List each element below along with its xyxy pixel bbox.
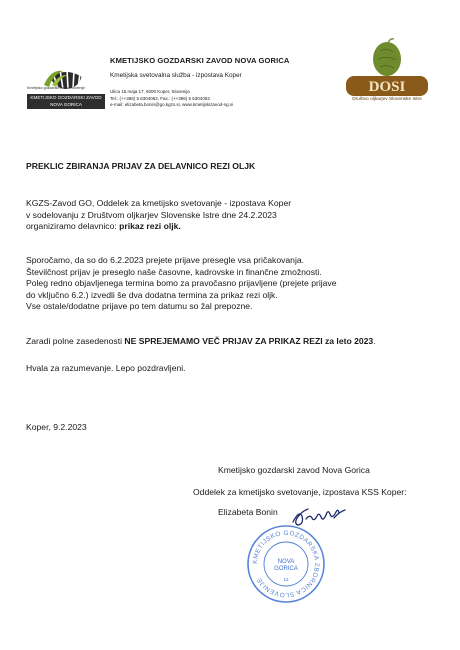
dosi-logo-text: DOSI xyxy=(368,79,406,95)
announcement-line: Sporočamo, da so do 6.2.2023 prejete prijave presegle vsa pričakovanja. xyxy=(26,255,305,265)
announcement-line: Vse ostale/dodatne prijave po tem datumu so žal prepozne. xyxy=(26,301,253,312)
intro-line xyxy=(26,221,291,233)
org-contact xyxy=(110,89,233,109)
letter-title: PREKLIC ZBIRANJA PRIJAV ZA DELAVNICO REZI OLJK xyxy=(26,161,256,171)
workshop-name: prikaz rezi oljk. xyxy=(119,221,181,232)
intro-line: KGZS-Zavod GO, Oddelek za kmetijsko svetovanje - izpostava Koper xyxy=(26,198,292,208)
paragraph-thanks: Hvala za razumevanje. Lepo pozdravljeni. xyxy=(26,363,186,373)
left-logo-box xyxy=(27,94,105,109)
left-logo-box-line2: NOVA GORICA xyxy=(50,101,82,107)
announcement-line: Številčnost prijav je preseglo naše časovne, kadrovske in finančne zmožnosti. xyxy=(26,266,322,277)
dosi-logo-icon xyxy=(344,37,430,103)
paragraph-notice xyxy=(26,336,376,348)
stamp-ring-text: KMETIJSKO GOZDARSKA ZBORNICA SLOVENIJE xyxy=(251,529,321,599)
signature-name: Elizabeta Bonin xyxy=(218,507,278,517)
signature-dept: Oddelek za kmetijsko svetovanje, izpostava KSS Koper: xyxy=(193,487,407,497)
left-logo-tagline: Kmetijsko gozdarski zavod Slovenije xyxy=(27,86,86,90)
notice-end: . xyxy=(373,336,376,346)
dosi-tagline: Društvo oljkarjev Slovenske Istre xyxy=(352,97,422,102)
announcement-line: do vključno 6.2.) izvedli še dva dodatna termina za prikaz rezi oljk. xyxy=(26,289,278,300)
paragraph-intro xyxy=(26,198,291,233)
letter-date: Koper, 9.2.2023 xyxy=(26,422,87,432)
official-stamp-icon xyxy=(246,524,326,604)
org-email: e-mail: elizabeta.bonin@go.kgzs.si, www.kmetijskizavod-ng.si xyxy=(110,102,234,108)
org-subtitle: Kmetijska svetovalna služba - izpostava Koper xyxy=(110,72,242,79)
org-name: KMETIJSKO GOZDARSKI ZAVOD NOVA GORICA xyxy=(110,56,290,65)
announcement-line: Poleg redno objavljenega termina bomo za pravočasno prijavljene (prejete prijave xyxy=(26,278,337,289)
stamp-center-line2: GORICA xyxy=(274,566,298,572)
intro-line: v sodelovanju z Društvom oljkarjev Slovenske Istre dne 24.2.2023 xyxy=(26,209,277,220)
org-phone: Tel.: (++386) 5 6304062, Fax.: (++386) 5 6304062 xyxy=(110,95,210,101)
stamp-center-line1: NOVA xyxy=(277,559,295,565)
signature-org: Kmetijsko gozdarski zavod Nova Gorica xyxy=(218,465,370,475)
paragraph-announcement xyxy=(26,255,337,313)
org-address: Ulica 15.maja 17, 6000 Koper, Slovenija xyxy=(110,89,190,94)
notice-bold: NE SPREJEMAMO VEČ PRIJAV ZA PRIKAZ REZI za leto 2023 xyxy=(124,336,374,346)
stamp-number: 12 xyxy=(283,577,289,582)
intro-text: organiziramo delavnico: xyxy=(26,221,120,232)
notice-text: Zaradi polne zasedenosti xyxy=(26,336,125,346)
left-logo-box-line1: KMETIJSKO GOZDARSKI ZAVOD xyxy=(30,95,102,100)
